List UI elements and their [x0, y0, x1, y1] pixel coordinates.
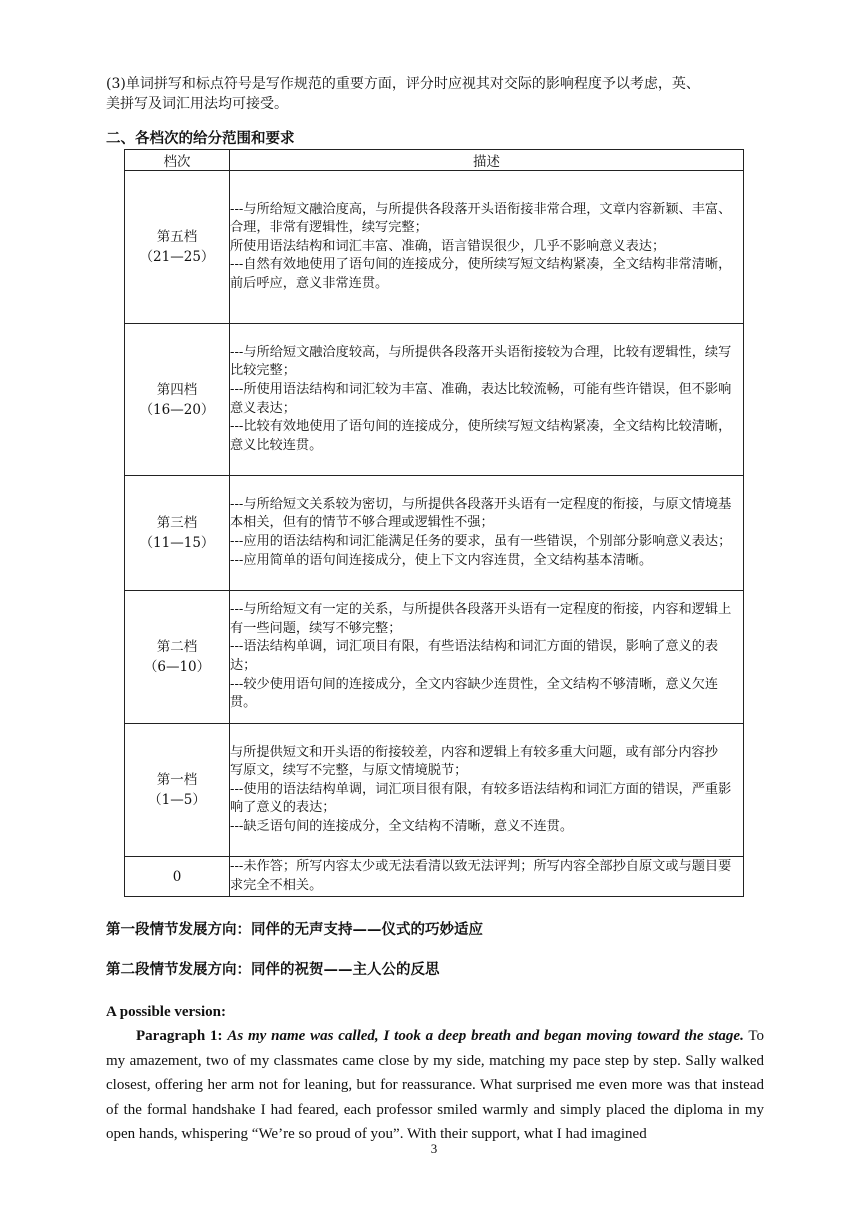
description-line: 所使用语法结构和词汇丰富、准确，语言错误很少，几乎不影响意义表达； [230, 238, 666, 254]
table-row [125, 171, 744, 324]
scoring-table [124, 149, 744, 897]
paragraph-label: Paragraph 1: [136, 1028, 223, 1044]
grade-score-range: （6—10） [143, 659, 211, 675]
table-row [125, 476, 744, 591]
table-header-row [125, 150, 744, 171]
sample-essay [106, 1024, 764, 1147]
table-row [125, 857, 744, 897]
table-row [125, 724, 744, 857]
grade-level-name: 第五档 [156, 229, 198, 245]
grade-level-name: 0 [172, 868, 182, 885]
grade-level-name: 第四档 [156, 381, 198, 398]
grade-score-range: （1—5） [148, 792, 206, 808]
grade-level-name: 第三档 [156, 515, 198, 531]
description-line: ---与所给短文有一定的关系，与所提供各段落开头语有一定程度的衔接，内容和逻辑上 [230, 602, 732, 618]
grade-level-cell [125, 591, 230, 724]
essay-body-text: To my amazement, two of my classmates came close by my side, matching my pace step by step. Sally walked closest, offering her arm not for leaning, but for reassurance. What surprised me even more was that instead of the formal handshake I had feared, each professor smiled warmly and simply placed the diploma in my open hands, whispering “We’re so proud of you”. With their support, what I had imagined [106, 1028, 765, 1142]
description-line: 有一些问题，续写不够完整； [230, 620, 402, 636]
plot-direction-paragraph-2: 第二段情节发展方向：同伴的祝贺——主人公的反思 [106, 961, 440, 978]
description-line: ---与所给短文融洽度较高，与所提供各段落开头语衔接较为合理，比较有逻辑性，续写 [230, 344, 732, 360]
description-line: 本相关，但有的情节不够合理或逻辑性不强； [230, 515, 494, 531]
grade-level-name: 第一档 [156, 772, 198, 788]
grade-description-cell [230, 324, 744, 476]
description-line: ---缺乏语句间的连接成分，全文结构不清晰，意义不连贯。 [230, 818, 574, 834]
description-line: ---应用简单的语句间连接成分，使上下文内容连贯，全文结构基本清晰。 [230, 552, 653, 568]
description-line: 写原文，续写不完整，与原文情境脱节； [230, 763, 468, 779]
sample-version-title: A possible version: [106, 1004, 227, 1020]
given-opening-sentence: As my name was called, I took a deep breath and began moving toward the stage. [227, 1028, 744, 1044]
description-line: 比较完整； [230, 363, 296, 379]
scoring-note [106, 74, 771, 114]
grade-score-range: （16—20） [139, 401, 215, 418]
description-line: ---自然有效地使用了语句间的连接成分，使所续写短文结构紧凑，全文结构非常清晰， [230, 257, 732, 273]
grade-description-cell [230, 171, 744, 324]
description-line: ---与所给短文关系较为密切，与所提供各段落开头语有一定程度的衔接，与原文情境基 [230, 496, 732, 512]
page-number: 3 [430, 1141, 438, 1156]
grade-description-cell [230, 476, 744, 591]
description-line: ---与所给短文融洽度高，与所提供各段落开头语衔接非常合理，文章内容新颖、丰富、 [230, 201, 732, 217]
description-line: 响了意义的表达； [230, 800, 336, 816]
grade-level-cell [125, 857, 230, 897]
scoring-note-line: 美拼写及词汇用法均可接受。 [106, 96, 288, 112]
grade-level-cell [125, 171, 230, 324]
description-line: ---使用的语法结构单调，词汇项目很有限，有较多语法结构和词汇方面的错误，严重影 [230, 781, 732, 797]
grade-level-cell [125, 724, 230, 857]
plot-direction-paragraph-1: 第一段情节发展方向：同伴的无声支持——仪式的巧妙适应 [106, 921, 483, 938]
description-line: 前后呼应，意义非常连贯。 [230, 275, 389, 291]
table-row [125, 591, 744, 724]
grade-description-cell [230, 724, 744, 857]
grade-score-range: （21—25） [139, 249, 215, 265]
description-line: ---比较有效地使用了语句间的连接成分，使所续写短文结构紧凑，全文结构比较清晰，意义比较连贯。 [230, 419, 732, 453]
grade-score-range: （11—15） [139, 535, 215, 551]
table-header-description: 描述 [230, 150, 744, 171]
grade-description-cell [230, 857, 744, 897]
description-line: ---所使用语法结构和词汇较为丰富、准确，表达比较流畅，可能有些许错误，但不影响 [230, 381, 732, 397]
grade-level-name: 第二档 [156, 639, 198, 655]
grade-level-cell [125, 324, 230, 476]
description-line: 与所提供短文和开头语的衔接较差，内容和逻辑上有较多重大问题，或有部分内容抄 [230, 744, 718, 760]
section-title: 二、各档次的给分范围和要求 [106, 130, 295, 147]
description-line: ---应用的语法结构和词汇能满足任务的要求，虽有一些错误，个别部分影响意义表达； [230, 534, 732, 549]
table-row [125, 324, 744, 476]
grade-level-cell [125, 476, 230, 591]
scoring-note-line: (3)单词拼写和标点符号是写作规范的重要方面，评分时应视其对交际的影响程度予以考虑，英、 [106, 76, 700, 92]
grade-description-cell [230, 591, 744, 724]
description-line: 意义表达； [230, 400, 296, 416]
description-line: ---较少使用语句间的连接成分，全文内容缺少连贯性，全文结构不够清晰，意义欠连贯。 [230, 676, 719, 711]
description-line: ---未作答；所写内容太少或无法看清以致无法评判；所写内容全部抄自原文或与题目要求完全不相关。 [230, 858, 732, 893]
description-line: 合理，非常有逻辑性，续写完整； [230, 220, 428, 236]
table-header-level: 档次 [125, 150, 230, 171]
description-line: ---语法结构单调，词汇项目有限，有些语法结构和词汇方面的错误，影响了意义的表达； [230, 639, 719, 673]
